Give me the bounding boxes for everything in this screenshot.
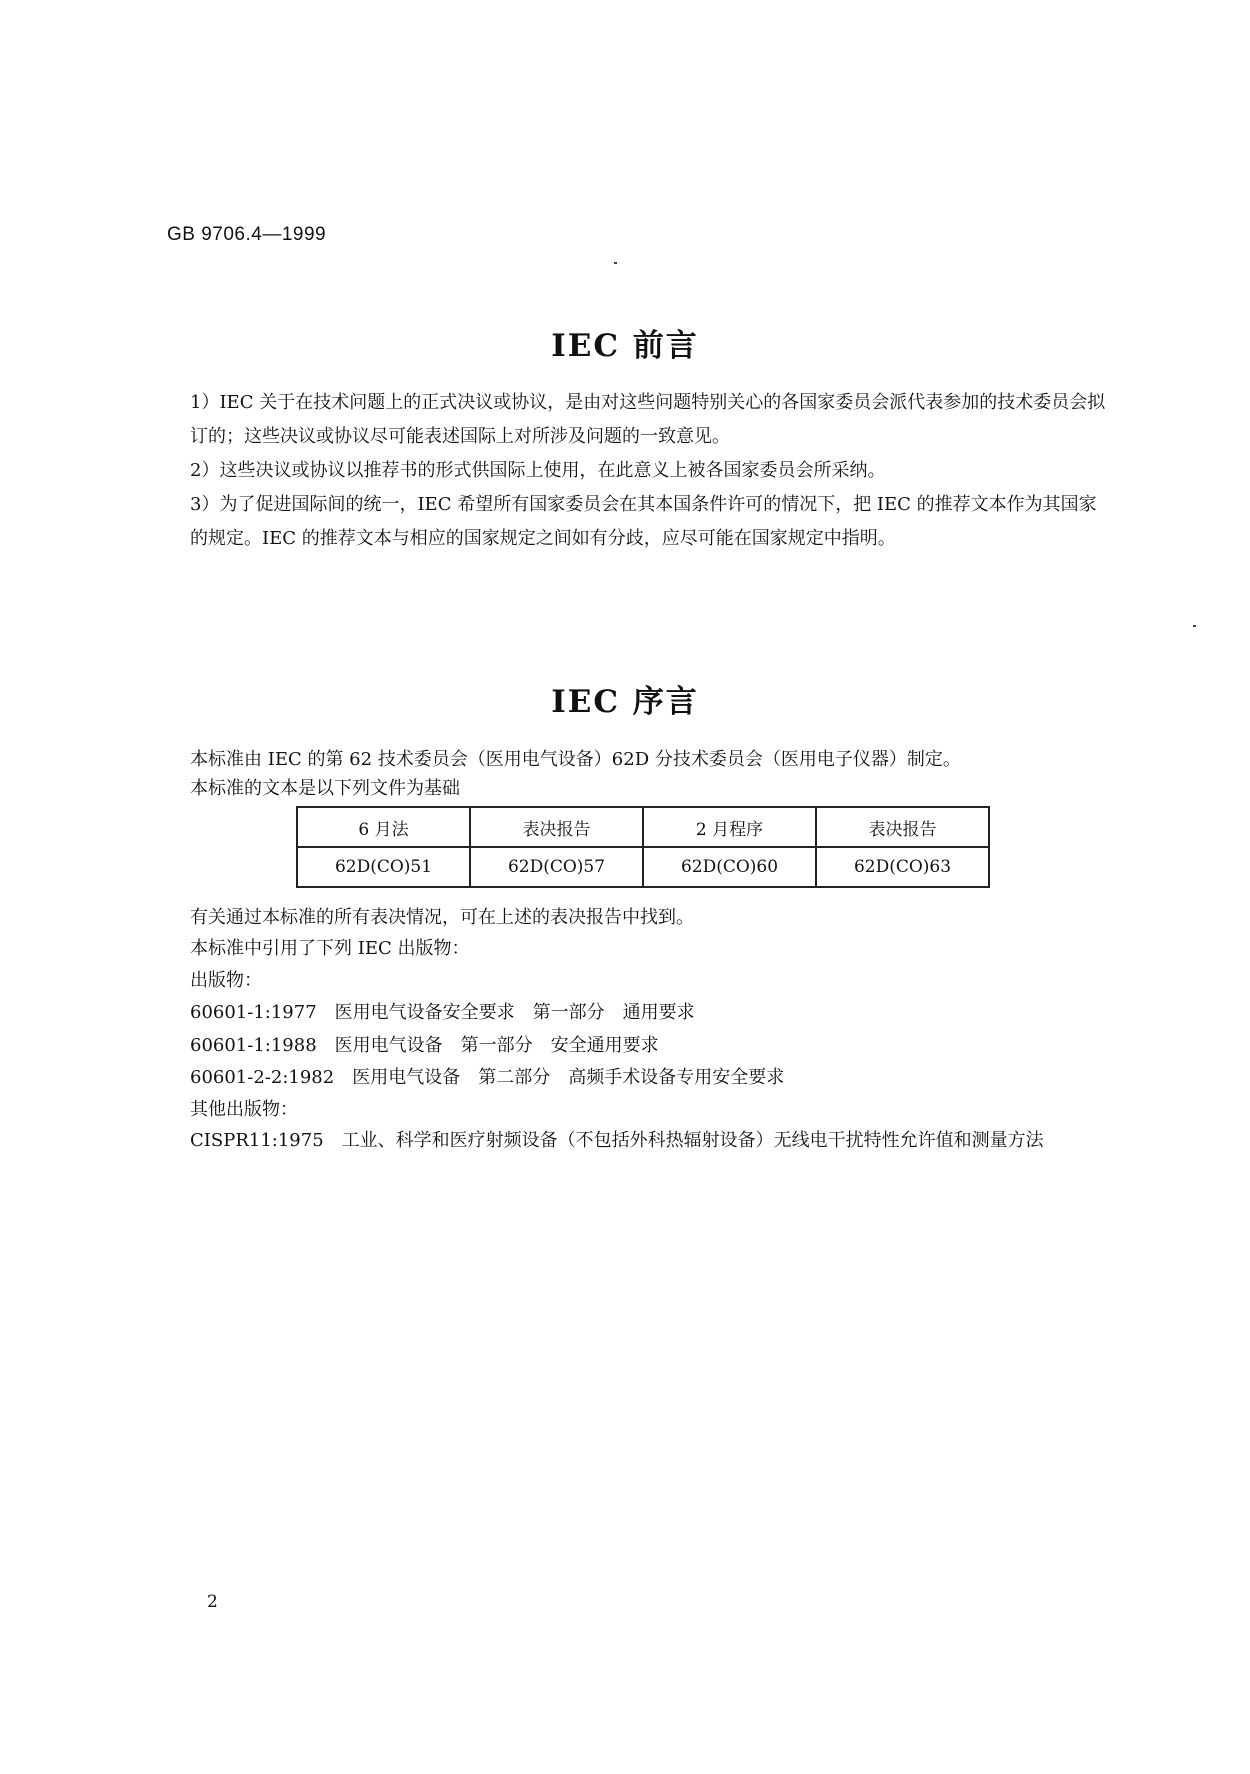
foreword-title: IEC 前言 (551, 328, 699, 364)
table-header-cell: 表决报告 (816, 807, 989, 847)
preface-intro: 本标准由 IEC 的第 62 技术委员会（医用电气设备）62D 分技术委员会（医用电子仪器）制定。 (190, 749, 961, 770)
table-cell: 62D(CO)51 (297, 847, 470, 887)
other-publications-label: 其他出版物： (190, 1099, 298, 1120)
table-header-row (297, 807, 989, 847)
vote-note: 有关通过本标准的所有表决情况，可在上述的表决报告中找到。 (190, 907, 694, 928)
cited-intro: 本标准中引用了下列 IEC 出版物： (190, 938, 470, 959)
publication-item: 60601-2-2:1982 医用电气设备 第二部分 高频手术设备专用安全要求 (190, 1067, 785, 1088)
table-cell: 62D(CO)57 (470, 847, 643, 887)
preface-title: IEC 序言 (551, 684, 699, 720)
foreword-item-1: 1）IEC 关于在技术问题上的正式决议或协议，是由对这些问题特别关心的各国家委员会派代表参加的技术委员会拟订的；这些决议或协议尽可能表述国际上对所涉及问题的一致意见。 (190, 392, 1106, 447)
publication-item: 60601-1:1988 医用电气设备 第一部分 安全通用要求 (190, 1035, 659, 1056)
page-number: 2 (207, 1592, 218, 1612)
voting-documents-table (296, 806, 990, 888)
other-publication-item: CISPR11:1975 工业、科学和医疗射频设备（不包括外科热辐射设备）无线电干扰特性允许值和测量方法 (190, 1130, 1044, 1151)
publications-label: 出版物： (190, 970, 262, 991)
foreword-item-2: 2）这些决议或协议以推荐书的形式供国际上使用，在此意义上被各国家委员会所采纳。 (190, 460, 886, 481)
table-cell: 62D(CO)63 (816, 847, 989, 887)
publication-item: 60601-1:1977 医用电气设备安全要求 第一部分 通用要求 (190, 1002, 695, 1023)
table-row (297, 847, 989, 887)
scan-speck (1193, 625, 1196, 627)
scan-speck (614, 262, 617, 264)
table-header-cell: 6 月法 (297, 807, 470, 847)
table-cell: 62D(CO)60 (643, 847, 816, 887)
standard-code: GB 9706.4—1999 (167, 224, 327, 245)
preface-basis: 本标准的文本是以下列文件为基础 (190, 778, 460, 799)
table-header-cell: 表决报告 (470, 807, 643, 847)
foreword-item-3: 3）为了促进国际间的统一，IEC 希望所有国家委员会在其本国条件许可的情况下，把 IEC 的推荐文本作为其国家的规定。IEC 的推荐文本与相应的国家规定之间如有分歧，应尽可能在国家规定中指明。 (190, 494, 1097, 549)
table-header-cell: 2 月程序 (643, 807, 816, 847)
